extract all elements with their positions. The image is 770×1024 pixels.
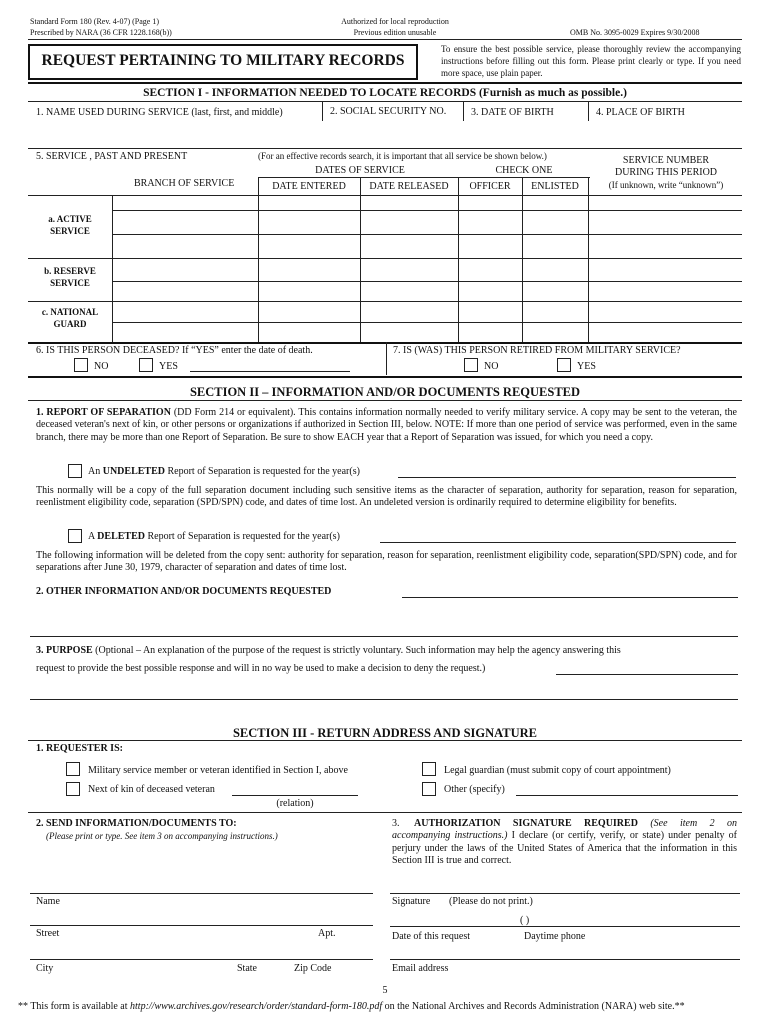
page-title: REQUEST PERTAINING TO MILITARY RECORDS (41, 52, 405, 69)
requester-guardian-label: Legal guardian (must submit copy of court appointment) (444, 765, 671, 776)
date-phone-line[interactable] (390, 926, 740, 927)
relation-field[interactable] (232, 795, 358, 796)
phone-area-parens: ( ) (520, 915, 530, 926)
form-id: Standard Form 180 (Rev. 4-07) (Page 1) (30, 17, 160, 26)
requester-next-of-kin-label: Next of kin of deceased veteran (88, 784, 215, 795)
street-line[interactable] (30, 925, 373, 926)
row-active-label-1: a. ACTIVE (48, 214, 92, 224)
date-entered-header: DATE ENTERED (272, 181, 346, 192)
purpose-body: (Optional – An explanation of the purpose of the request is strictly voluntary. Such information may help the agency answering this (92, 645, 621, 656)
city-state-zip-line[interactable] (30, 959, 373, 960)
service-number-header-3: (If unknown, write “unknown”) (608, 180, 724, 190)
requester-other-label: Other (specify) (444, 784, 505, 795)
retired-yes-label: YES (577, 361, 596, 372)
undeleted-bold: UNDELETED (102, 466, 165, 477)
requester-other-checkbox[interactable] (422, 782, 436, 796)
section2-heading: SECTION II – INFORMATION AND/OR DOCUMENTS REQUESTED (189, 385, 581, 399)
dob-field-label: 3. DATE OF BIRTH (471, 107, 554, 118)
authorization-text (392, 818, 737, 867)
purpose-field-2[interactable] (30, 699, 738, 700)
state-caption: State (237, 963, 257, 974)
send-to-label: 2. SEND INFORMATION/DOCUMENTS TO: (36, 818, 237, 829)
section3-heading: SECTION III - RETURN ADDRESS AND SIGNATURE (232, 726, 537, 740)
name-caption: Name (36, 896, 60, 907)
signature-note: (Please do not print.) (449, 896, 533, 907)
requester-veteran-checkbox[interactable] (66, 762, 80, 776)
deleted-years-field[interactable] (380, 542, 736, 543)
deleted-bold: DELETED (97, 531, 145, 542)
deleted-checkbox[interactable] (68, 529, 82, 543)
authorization-italic: (See item 2 on accompanying instructions.) (392, 818, 737, 842)
retired-yes-checkbox[interactable] (557, 358, 571, 372)
service-number-header-1: SERVICE NUMBER (622, 155, 710, 166)
footer-note (18, 1001, 685, 1012)
undeleted-years-field[interactable] (398, 477, 736, 478)
undeleted-pre: An (88, 466, 103, 477)
requester-next-of-kin-checkbox[interactable] (66, 782, 80, 796)
pob-field-label: 4. PLACE OF BIRTH (596, 107, 685, 118)
purpose-text-2: request to provide the best possible response and will in no way be used to make a decision to deny the request.) (36, 663, 486, 674)
enlisted-header: ENLISTED (531, 181, 579, 192)
email-caption: Email address (392, 963, 449, 974)
requester-label: 1. REQUESTER IS: (36, 743, 123, 754)
row-guard-label-1: c. NATIONAL (41, 307, 99, 317)
deceased-no-label: NO (94, 361, 109, 372)
signature-line[interactable] (390, 893, 740, 894)
service-field-label: 5. SERVICE , PAST AND PRESENT (36, 151, 188, 162)
previous-edition-note: Previous edition unusable (353, 28, 437, 37)
name-line[interactable] (30, 893, 373, 894)
auth-num: 3. (392, 818, 400, 829)
section1-heading: SECTION I - INFORMATION NEEDED TO LOCATE RECORDS (Furnish as much as possible.) (143, 87, 627, 99)
authorization-body: I declare (or certify, verify, or state) under penalty of perjury under the laws of the United States of America that the information in this Section III is true and correct. (392, 830, 737, 866)
purpose-title: 3. PURPOSE (36, 645, 93, 656)
footer-url[interactable]: http://www.archives.gov/research/order/standard-form-180.pdf (130, 1001, 383, 1012)
authorized-note: Authorized for local reproduction (341, 17, 449, 26)
deleted-label (88, 531, 340, 542)
dates-of-service-header: DATES OF SERVICE (315, 165, 405, 176)
report-of-separation-title: 1. REPORT OF SEPARATION (36, 407, 171, 418)
row-active-label-2: SERVICE (50, 226, 90, 236)
undeleted-label (88, 466, 360, 477)
row-guard-label-2: GUARD (53, 319, 87, 329)
undeleted-description: This normally will be a copy of the full separation document including such sensitive items as the character of separation, authority for separation, reason for separation, reenlistment eligibility code, separation (SPD/SPN) code, and dates of time lost. An undeleted version is ordinarily required to determine eligibility for benefits. (36, 485, 737, 509)
requester-veteran-label: Military service member or veteran identified in Section I, above (88, 765, 348, 776)
undeleted-checkbox[interactable] (68, 464, 82, 478)
email-line[interactable] (390, 959, 740, 960)
daytime-phone-caption: Daytime phone (524, 931, 586, 942)
date-of-death-field[interactable] (190, 371, 350, 372)
other-info-field-1[interactable] (402, 597, 738, 598)
instructions-note: To ensure the best possible service, please thoroughly review the accompanying instructions before filling out this form. Please print clearly or type. If you need more space, use plain paper. (441, 44, 741, 78)
requester-guardian-checkbox[interactable] (422, 762, 436, 776)
ssn-field-label: 2. SOCIAL SECURITY NO. (330, 106, 447, 117)
other-specify-field[interactable] (516, 795, 738, 796)
row-reserve-label-2: SERVICE (50, 278, 90, 288)
deceased-no-checkbox[interactable] (74, 358, 88, 372)
deleted-description: The following information will be deleted from the copy sent: authority for separation, reason for separation, reenlistment eligibility code, separation(SPD/SPN) code, and for separations after June 30, 1979, character of separation and dates of time lost. (36, 550, 737, 574)
purpose-field-1[interactable] (556, 674, 738, 675)
city-caption: City (36, 963, 54, 974)
check-one-header: CHECK ONE (495, 165, 553, 176)
deceased-yes-label: YES (159, 361, 178, 372)
report-of-separation-body: (DD Form 214 or equivalent). This contains information normally needed to verify military service. A copy may be sent to the veteran, the deceased veteran's next of kin, or other persons or organizations if authorized in Section III, below. NOTE: If more than one period of service was performed, even in the same branch, there may be more than one Report of Separation. Be sure to show EACH year that a Report of Separation was issued, for which you need a copy. (36, 407, 737, 443)
apt-caption: Apt. (318, 928, 336, 939)
retired-question: 7. IS (WAS) THIS PERSON RETIRED FROM MILITARY SERVICE? (393, 345, 681, 356)
footer-post: on the National Archives and Records Administration (NARA) web site.** (382, 1001, 685, 1012)
row-reserve-label-1: b. RESERVE (44, 266, 96, 276)
authorization-title: AUTHORIZATION SIGNATURE REQUIRED (414, 818, 638, 829)
date-released-header: DATE RELEASED (369, 181, 449, 192)
officer-header: OFFICER (469, 181, 511, 192)
footer-pre: ** This form is available at (18, 1001, 131, 1012)
deceased-yes-checkbox[interactable] (139, 358, 153, 372)
retired-no-checkbox[interactable] (464, 358, 478, 372)
other-info-label: 2. OTHER INFORMATION AND/OR DOCUMENTS REQUESTED (36, 586, 332, 597)
deceased-question: 6. IS THIS PERSON DECEASED? If “YES” enter the date of death. (36, 345, 313, 356)
street-caption: Street (36, 928, 60, 939)
deleted-pre: A (88, 531, 98, 542)
relation-caption: (relation) (276, 798, 314, 809)
branch-header: BRANCH OF SERVICE (134, 178, 235, 189)
purpose-text (36, 645, 621, 656)
retired-no-label: NO (484, 361, 499, 372)
name-field-label: 1. NAME USED DURING SERVICE (last, first, and middle) (36, 107, 283, 118)
page-number: 5 (382, 985, 388, 996)
omb-number: OMB No. 3095-0029 Expires 9/30/2008 (570, 28, 700, 37)
prescribed-by: Prescribed by NARA (36 CFR 1228.168(b)) (30, 28, 172, 37)
zip-caption: Zip Code (294, 963, 332, 974)
undeleted-post: Report of Separation is requested for the year(s) (164, 466, 360, 477)
other-info-field-2[interactable] (30, 636, 738, 637)
date-of-request-caption: Date of this request (392, 931, 471, 942)
service-history-grid[interactable] (114, 196, 740, 341)
send-to-note: (Please print or type. See item 3 on accompanying instructions.) (46, 831, 278, 841)
name-ssn-dob-pob-inputs[interactable] (30, 121, 740, 147)
service-number-header-2: DURING THIS PERIOD (614, 167, 718, 178)
service-note: (For an effective records search, it is important that all service be shown below.) (258, 151, 547, 161)
signature-caption: Signature (392, 896, 431, 907)
report-of-separation-text (36, 407, 737, 444)
deleted-post: Report of Separation is requested for the year(s) (144, 531, 340, 542)
